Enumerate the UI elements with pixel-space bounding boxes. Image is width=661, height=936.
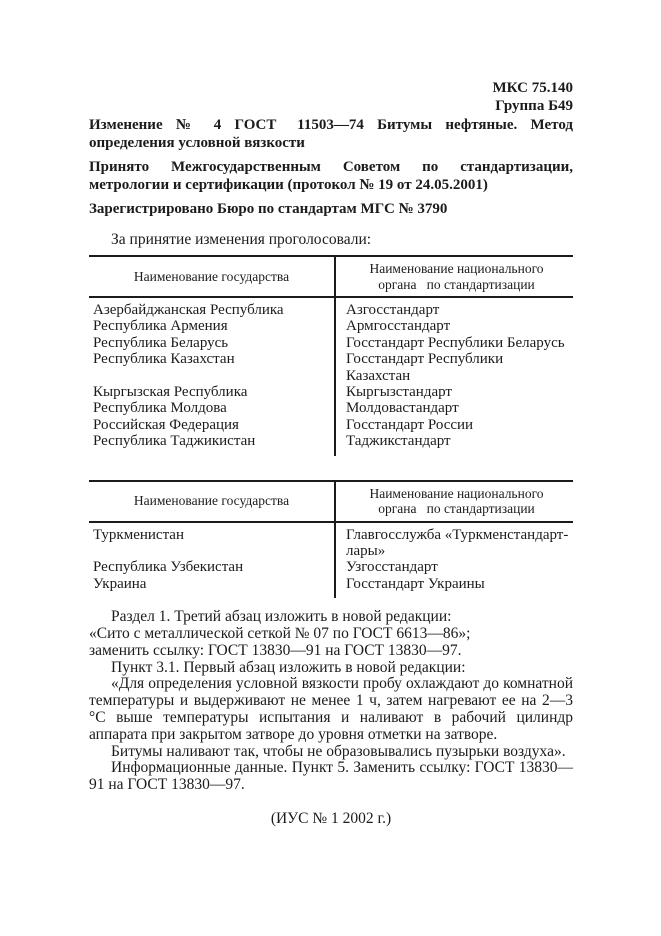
vote-table-2	[89, 480, 573, 599]
body-paragraph: «Для определения условной вязкости пробу охлаждают до комнатной температуры и выдерживают не менее 1 ч, затем нагревают ее на 2—3 °С выше температуры испытания и наливают в рабочий цилиндр аппарата при закрытом затворе до уровня отметки на затворе.	[89, 675, 573, 743]
table-row	[89, 335, 573, 351]
table-row	[89, 522, 573, 560]
state-cell: Азербайджанская Республика	[93, 302, 284, 318]
table-row	[89, 417, 573, 433]
table-row	[89, 318, 573, 334]
org-cell: Главгосслужба «Туркменстандарт-лары»	[335, 522, 573, 560]
table-row	[89, 400, 573, 416]
table-row	[89, 351, 573, 384]
state-cell: Республика Узбекистан	[93, 559, 244, 576]
accepted-paragraph: Принято Межгосударственным Советом по стандартизации, метрологии и сертификации (протокол № 19 от 24.05.2001)	[89, 159, 573, 193]
table-header-row	[89, 256, 573, 297]
state-column-header: Наименование государства	[89, 256, 335, 297]
body-paragraph: Информационные данные. Пункт 5. Заменить ссылку: ГОСТ 13830—91 на ГОСТ 13830—97.	[89, 759, 573, 794]
org-cell: Госстандарт Украины	[335, 576, 573, 598]
state-cell: Российская Федерация	[93, 416, 239, 433]
org-cell: Кыргызстандарт	[335, 384, 573, 400]
body-paragraph: Пункт 3.1. Первый абзац изложить в новой редакции:	[111, 658, 466, 676]
group-code: Группа Б49	[495, 97, 573, 114]
state-cell: Республика Армения	[93, 318, 228, 335]
vote-intro: За принятие изменения проголосовали:	[111, 230, 372, 248]
page-content	[89, 0, 573, 828]
state-column-header: Наименование государства	[89, 481, 335, 522]
body-paragraph: заменить ссылку: ГОСТ 13830—91 на ГОСТ 13830—97.	[89, 641, 462, 659]
amendment-paragraphs	[89, 609, 573, 794]
source-note: (ИУС № 1 2002 г.)	[270, 810, 392, 828]
body-paragraph: «Сито с металлической сеткой № 07 по ГОСТ 6613—86»;	[89, 625, 471, 643]
table-row	[89, 297, 573, 318]
body-paragraph: Битумы наливают так, чтобы не образовывались пузырьки воздуха».	[111, 742, 566, 760]
state-cell: Республика Молдова	[93, 400, 227, 417]
org-cell: Госстандарт Республики Казахстан	[335, 351, 573, 384]
table-row	[89, 433, 573, 455]
org-cell: Таджикстандарт	[335, 433, 573, 455]
org-cell: Молдовастандарт	[335, 400, 573, 416]
org-column-header: Наименование национального органа по стандартизации	[335, 481, 573, 522]
state-cell: Украина	[93, 575, 147, 592]
table-row	[89, 576, 573, 598]
amendment-title: Изменение № 4 ГОСТ 11503—74 Битумы нефтяные. Метод определения условной вязкости	[89, 117, 573, 151]
org-cell: Узгосстандарт	[335, 559, 573, 575]
org-cell: Госстандарт России	[335, 417, 573, 433]
vote-table-1	[89, 255, 573, 456]
org-cell: Госстандарт Республики Беларусь	[335, 335, 573, 351]
state-cell: Туркменистан	[93, 526, 184, 543]
body-paragraph: Раздел 1. Третий абзац изложить в новой редакции:	[111, 608, 452, 626]
state-cell: Республика Казахстан	[93, 351, 235, 368]
mks-code: МКС 75.140	[492, 80, 573, 96]
registered-paragraph: Зарегистрировано Бюро по стандартам МГС № 3790	[89, 201, 448, 217]
table-row	[89, 384, 573, 400]
org-cell: Армгосстандарт	[335, 318, 573, 334]
org-cell: Азгосстандарт	[335, 297, 573, 318]
table-row	[89, 559, 573, 575]
state-cell: Республика Таджикистан	[93, 433, 256, 450]
state-cell: Кыргызская Республика	[93, 384, 248, 401]
table-header-row	[89, 481, 573, 522]
classification-block	[89, 80, 573, 115]
org-column-header: Наименование национального органа по стандартизации	[335, 256, 573, 297]
state-cell: Республика Беларусь	[93, 334, 229, 351]
